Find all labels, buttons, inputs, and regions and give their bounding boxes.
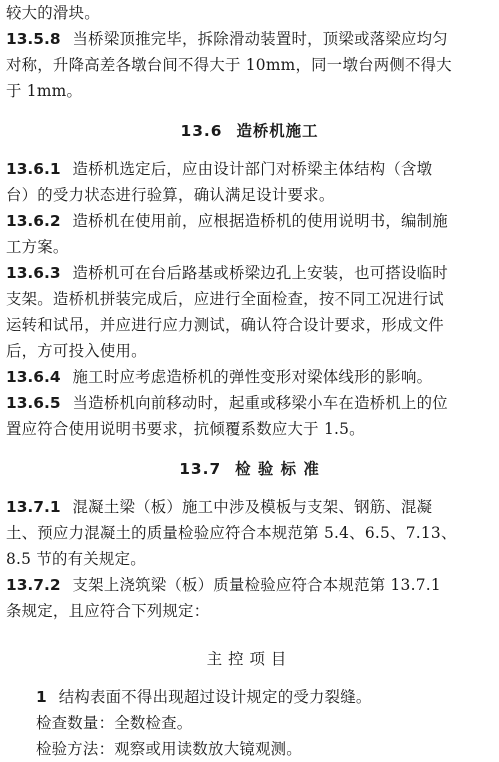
clause-13-5-8: 13.5.8 当桥梁顶推完毕，拆除滑动装置时，顶梁或落梁应均匀 <box>6 30 448 48</box>
text-line: 土、预应力混凝土的质量检验应符合本规范第 5.4、6.5、7.13、 <box>6 524 457 542</box>
clause-13-7-2: 13.7.2 支架上浇筑梁（板）质量检验应符合本规范第 13.7.1 <box>6 576 441 594</box>
item-number: 1 <box>36 688 47 706</box>
text-line: 于 1mm。 <box>6 82 83 100</box>
text-line: 工方案。 <box>6 238 69 256</box>
clause-13-7-1: 13.7.1 混凝土梁（板）施工中涉及模板与支架、钢筋、混凝 <box>6 498 433 516</box>
clause-13-6-2: 13.6.2 造桥机在使用前，应根据造桥机的使用说明书，编制施 <box>6 212 448 230</box>
clause-13-6-1: 13.6.1 造桥机选定后，应由设计部门对桥梁主体结构（含墩 <box>6 160 433 178</box>
text-line: 条规定，且应符合下列规定： <box>6 602 210 620</box>
text-line: 支架。造桥机拼装完成后，应进行全面检查，按不同工况进行试 <box>6 290 444 308</box>
clause-13-6-3: 13.6.3 造桥机可在台后路基或桥梁边孔上安装，也可搭设临时 <box>6 264 448 282</box>
clause-number: 13.7.2 <box>6 576 61 594</box>
clause-13-6-4: 13.6.4 施工时应考虑造桥机的弹性变形对梁体线形的影响。 <box>6 368 433 386</box>
item-1: 1 结构表面不得出现超过设计规定的受力裂缝。 <box>36 688 372 706</box>
text-line: 后，方可投入使用。 <box>6 342 147 360</box>
text-line: 运转和试吊，并应进行应力测试，确认符合设计要求，形成文件 <box>6 316 444 334</box>
text-line: 台）的受力状态进行验算，确认满足设计要求。 <box>6 186 335 204</box>
clause-number: 13.5.8 <box>6 30 61 48</box>
clause-13-6-5: 13.6.5 当造桥机向前移动时，起重或移梁小车在造桥机上的位 <box>6 394 448 412</box>
text-line: 置应符合使用说明书要求，抗倾覆系数应大于 1.5。 <box>6 420 365 438</box>
clause-number: 13.6.4 <box>6 368 61 386</box>
subheading-main-items: 主控项目 <box>206 650 293 668</box>
text-line: 对称，升降高差各墩台间不得大于 10mm，同一墩台两侧不得大 <box>6 56 452 74</box>
text-line: 检验方法：观察或用读数放大镜观测。 <box>36 740 302 758</box>
section-heading-13-6: 13.6 造桥机施工 <box>180 122 319 140</box>
text-line: 8.5 节的有关规定。 <box>6 550 146 568</box>
clause-number: 13.6.3 <box>6 264 61 282</box>
text-line: 较大的滑块。 <box>6 4 100 22</box>
clause-number: 13.6.1 <box>6 160 61 178</box>
clause-number: 13.6.5 <box>6 394 61 412</box>
section-heading-13-7: 13.7 检 验 标 准 <box>179 460 320 478</box>
clause-number: 13.6.2 <box>6 212 61 230</box>
clause-number: 13.7.1 <box>6 498 61 516</box>
text-line: 检查数量：全数检查。 <box>36 714 193 732</box>
